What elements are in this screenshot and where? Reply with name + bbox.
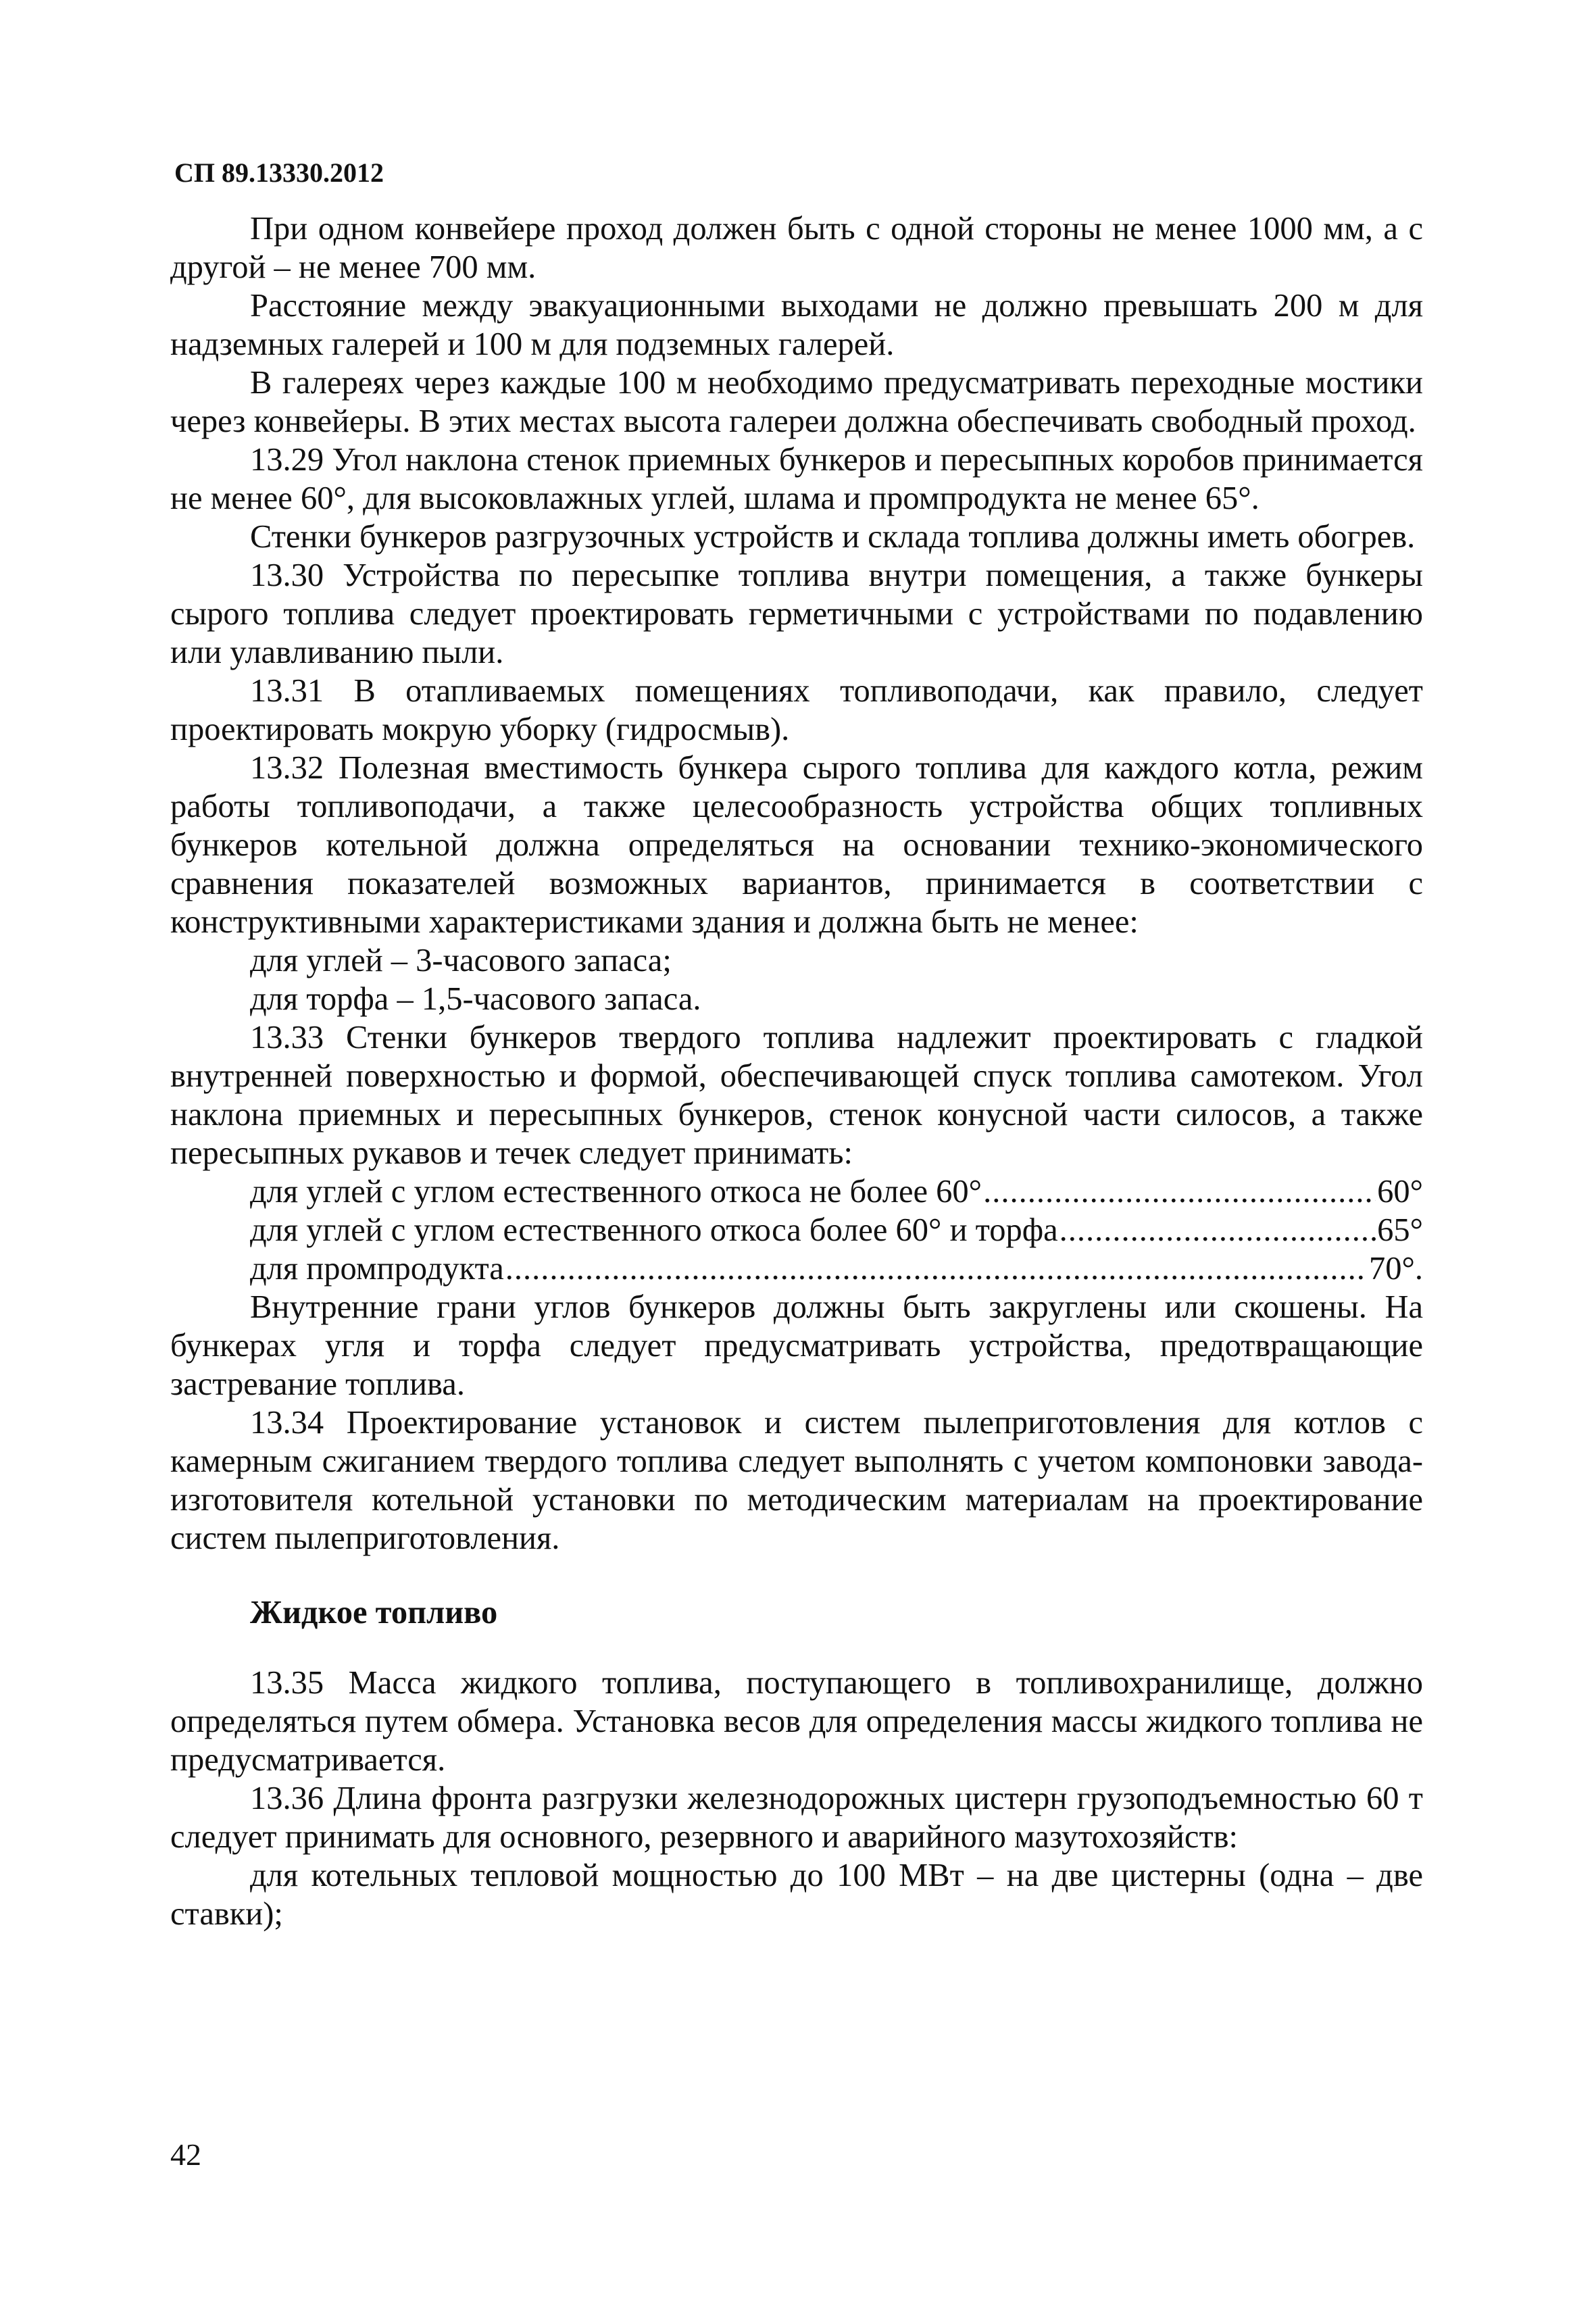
dot-leader — [1059, 1211, 1376, 1249]
paragraph-evacuation-exits: Расстояние между эвакуационными выходами не должно превышать 200 м для надземных галерей и 100 м для подземных галерей. — [170, 288, 1423, 362]
angle-list-label: для промпродукта — [250, 1251, 504, 1287]
angle-list-label: для углей с углом естественного откоса более 60° и торфа — [250, 1212, 1058, 1248]
paragraph-13-31: 13.31 В отапливаемых помещениях топливоподачи, как правило, следует проектировать мокрую уборку (гидросмыв). — [170, 673, 1423, 747]
list-item-peat-reserve: для торфа – 1,5-часового запаса. — [250, 981, 701, 1017]
paragraph-13-36: 13.36 Длина фронта разгрузки железнодорожных цистерн грузоподъемностью 60 т следует принимать для основного, резервного и аварийного мазутохозяйств: — [170, 1781, 1423, 1855]
angle-list-label: для углей с углом естественного откоса не более 60° — [250, 1174, 982, 1210]
paragraph-boiler-100mw: для котельных тепловой мощностью до 100 МВт – на две цистерны (одна – две ставки); — [170, 1858, 1423, 1932]
paragraph-13-29: 13.29 Угол наклона стенок приемных бункеров и пересыпных коробов принимается не менее 60°, для высоковлажных углей, шлама и промпродукта не менее 65°. — [170, 442, 1423, 516]
paragraph-conveyor-passage: При одном конвейере проход должен быть с одной стороны не менее 1000 мм, а с другой – не менее 700 мм. — [170, 211, 1423, 285]
dot-leader — [983, 1172, 1376, 1211]
page-number: 42 — [170, 2137, 201, 2172]
paragraph-bunker-heating: Стенки бункеров разгрузочных устройств и склада топлива должны иметь обогрев. — [250, 519, 1416, 555]
paragraph-13-32: 13.32 Полезная вместимость бункера сырого топлива для каждого котла, режим работы топливоподачи, а также целесообразность устройства общих топливных бункеров котельной должна определяться на основании технико-экономического сравнения показателей возможных вариантов, принимается в соответствии с конструктивными характеристиками здания и должна быть не менее: — [170, 750, 1423, 940]
section-heading: Жидкое топливо — [250, 1595, 498, 1631]
paragraph-13-33: 13.33 Стенки бункеров твердого топлива надлежит проектировать с гладкой внутренней поверхностью и формой, обеспечивающей спуск топлива самотеком. Угол наклона приемных и пересыпных бункеров, стенок конусной части силосов, а также пересыпных рукавов и течек следует принимать: — [170, 1020, 1423, 1171]
paragraph-gallery-bridges: В галереях через каждые 100 м необходимо предусматривать переходные мостики через конвейеры. В этих местах высота галереи должна обеспечивать свободный проход. — [170, 365, 1423, 439]
angle-list-item-coal-low — [170, 1172, 1423, 1211]
angle-list-item-coal-high — [170, 1211, 1423, 1249]
spacer — [170, 1558, 1423, 1593]
page-body — [170, 209, 1423, 1933]
paragraph-13-30: 13.30 Устройства по пересыпке топлива внутри помещения, а также бункеры сырого топлива следует проектировать герметичными с устройствами по подавлению или улавливанию пыли. — [170, 557, 1423, 670]
angle-list-value: 60° — [1377, 1174, 1423, 1210]
list-item-coal-reserve: для углей – 3-часового запаса; — [250, 943, 672, 978]
paragraph-bunker-edges: Внутренние грани углов бункеров должны быть закруглены или скошены. На бункерах угля и торфа следует предусматривать устройства, предотвращающие застревание топлива. — [170, 1289, 1423, 1402]
paragraph-13-35: 13.35 Масса жидкого топлива, поступающего в топливохранилище, должно определяться путем обмера. Установка весов для определения массы жидкого топлива не предусматривается. — [170, 1665, 1423, 1778]
angle-list-value: 65° — [1377, 1212, 1423, 1248]
angle-list-item-middlings — [170, 1249, 1423, 1288]
document-code: СП 89.13330.2012 — [174, 157, 384, 188]
dot-leader — [505, 1249, 1368, 1288]
paragraph-13-34: 13.34 Проектирование установок и систем пылеприготовления для котлов с камерным сжиганием твердого топлива следует выполнять с учетом компоновки завода-изготовителя котельной установки по методическим материалам на проектирование систем пылеприготовления. — [170, 1405, 1423, 1556]
angle-list-value: 70°. — [1368, 1251, 1423, 1287]
spacer — [170, 1632, 1423, 1664]
